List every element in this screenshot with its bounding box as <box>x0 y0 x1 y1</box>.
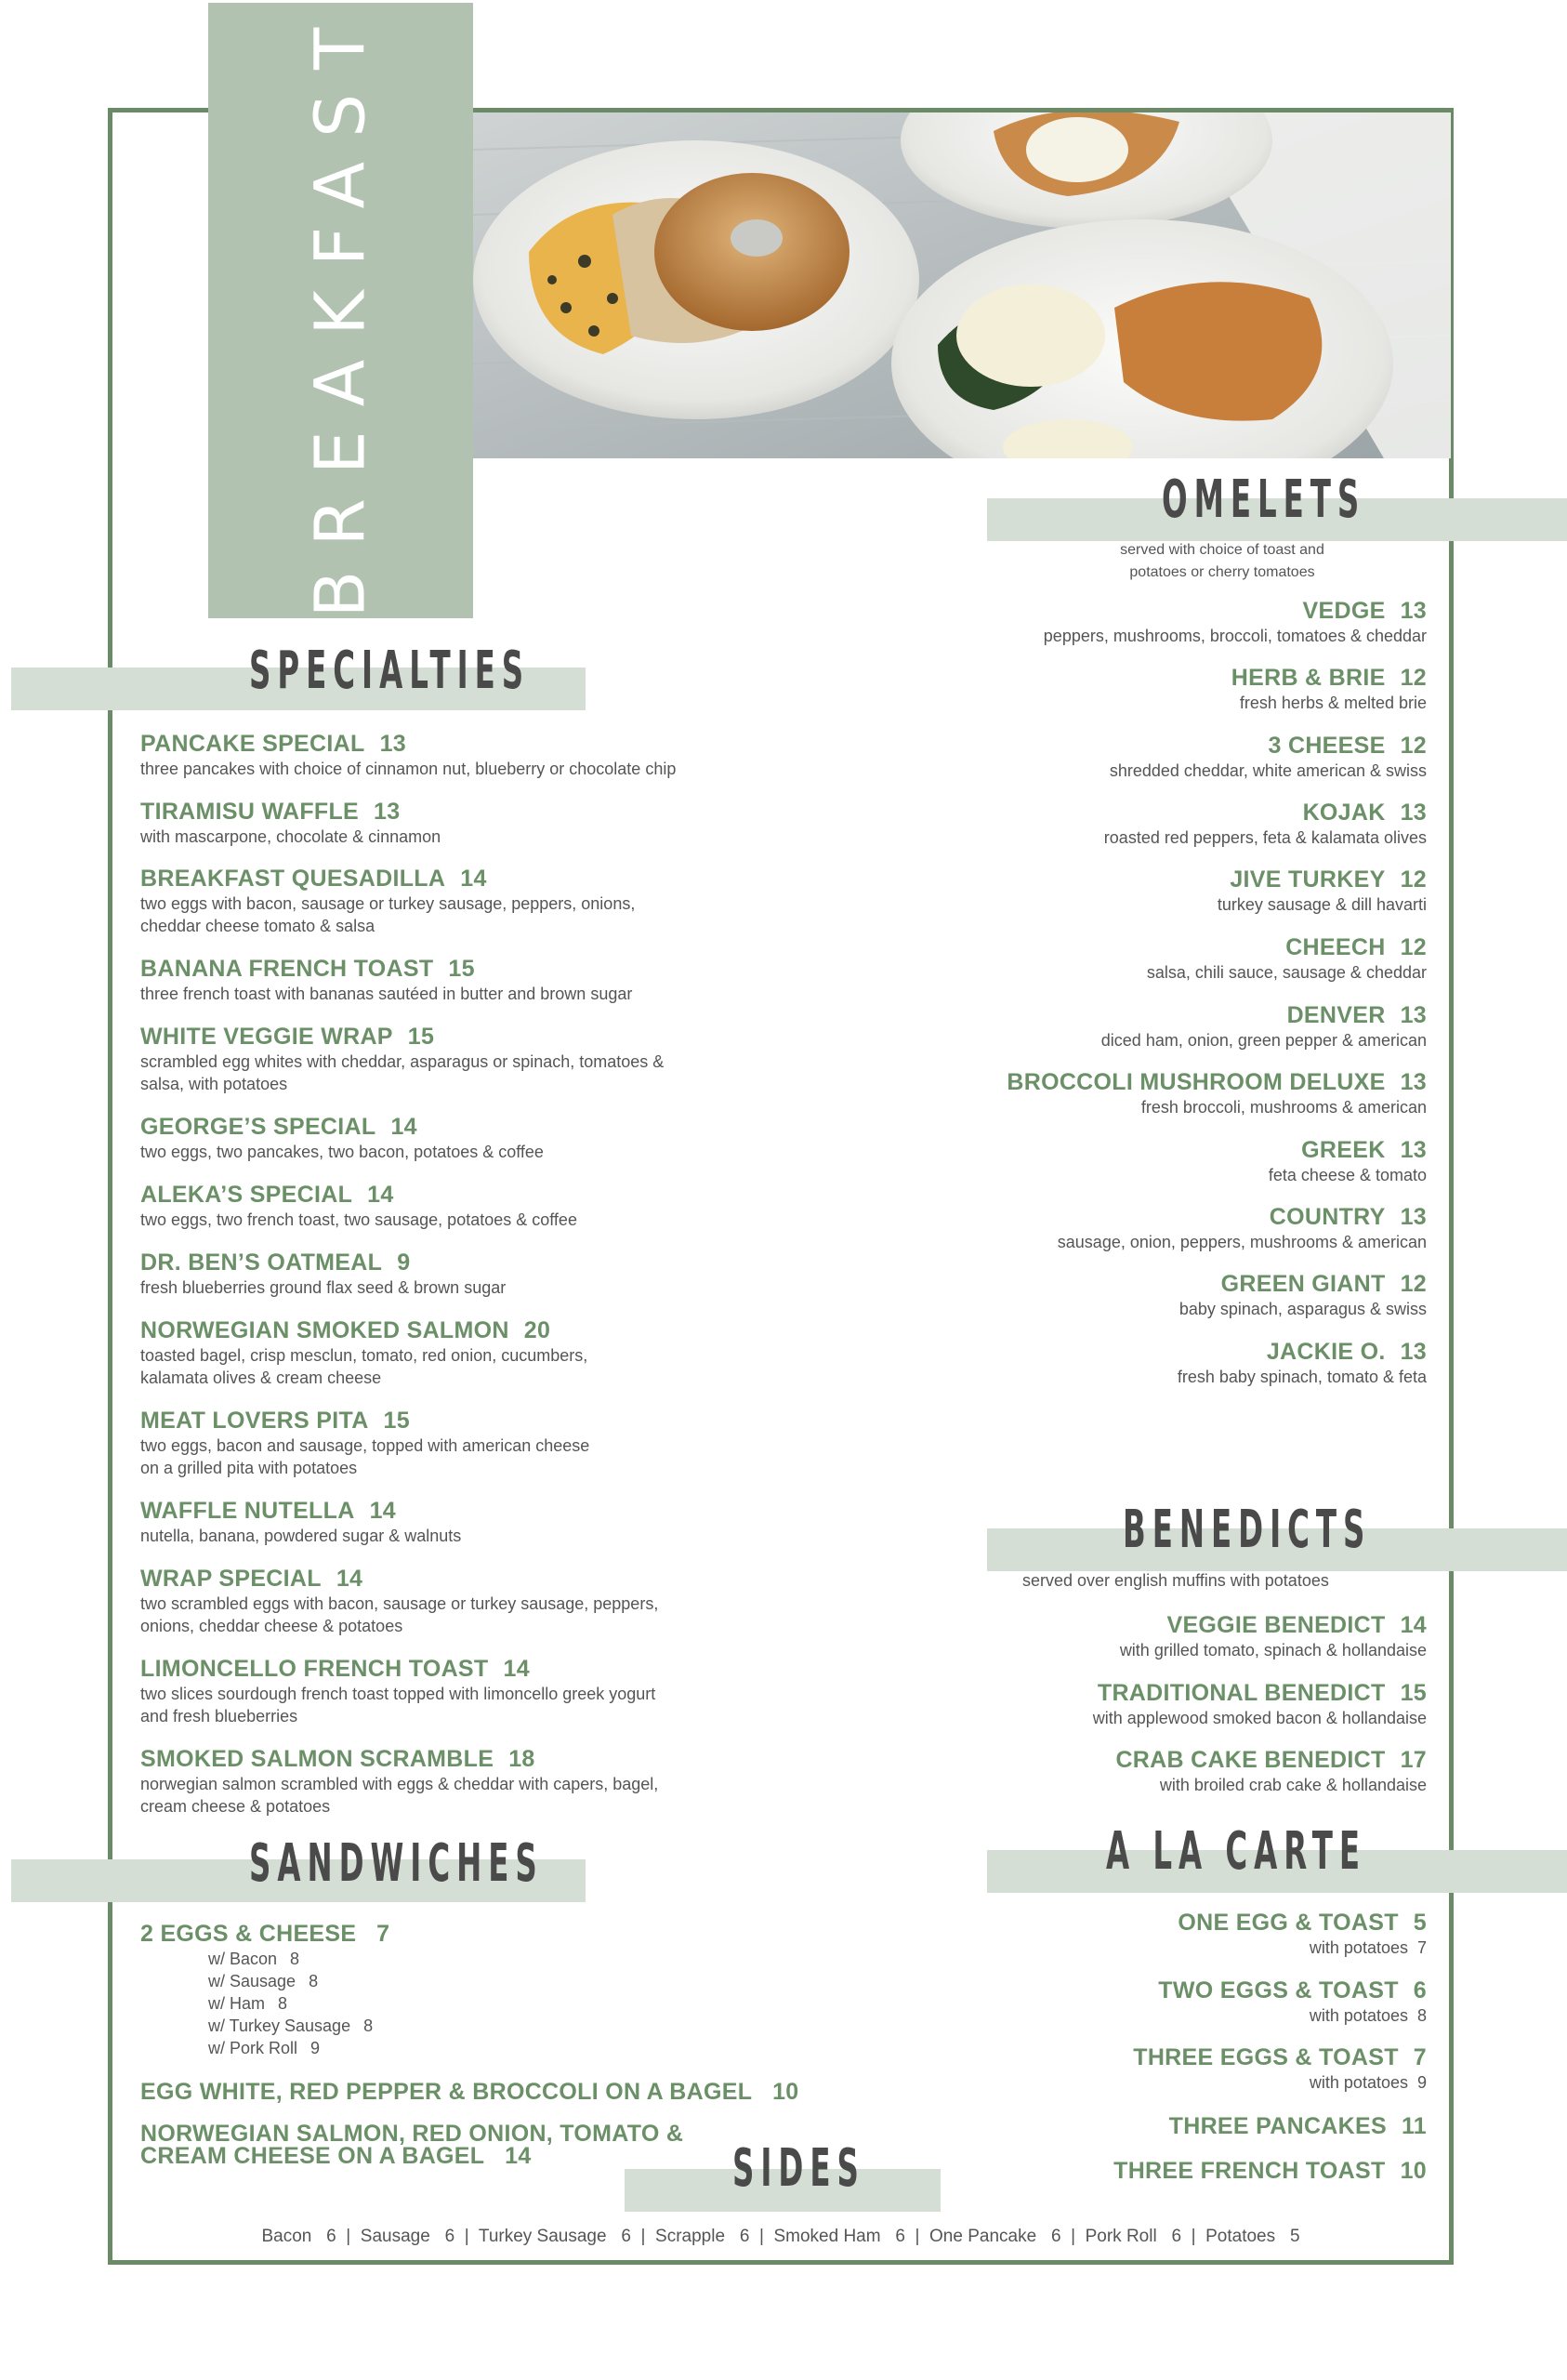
omelet-item <box>1231 664 1427 714</box>
omelet-item-name-row <box>1218 866 1427 893</box>
sandwich-egg-white-bagel <box>140 2078 798 2106</box>
item-price: 13 <box>379 731 406 757</box>
item-price: 15 <box>407 1024 435 1050</box>
item-name: SMOKED SALMON SCRAMBLE <box>140 1746 494 1772</box>
item-price: 12 <box>1400 866 1427 892</box>
item-description-text: peppers, mushrooms, broccoli, tomatoes & cheddar <box>1043 627 1427 645</box>
item-price: 13 <box>1400 1137 1427 1163</box>
omelet-item-name-row <box>1110 732 1427 760</box>
sandwich-norwegian-salmon <box>140 2122 683 2167</box>
sides-text: Bacon 6 | Sausage 6 | Turkey Sausage 6 | Scrapple 6 | Smoked Ham 6 | One Pancake 6 | Pork Roll 6 | Potatoes 5 <box>261 2227 1300 2246</box>
omelet-item-name-row <box>1147 933 1427 961</box>
omelet-item-name-row <box>1179 1270 1427 1298</box>
item-price: 6 <box>1413 1977 1427 2003</box>
item-price: 15 <box>383 1408 410 1434</box>
item-description: toasted bagel, crisp mesclun, tomato, red onion, cucumbers, <box>140 1346 588 1365</box>
alacarte-item-name-row <box>1133 2043 1427 2071</box>
item-name: CRAB CAKE BENEDICT <box>1115 1747 1386 1773</box>
specialty-item <box>140 1316 587 1389</box>
alacarte-item <box>1169 2112 1427 2140</box>
item-description-text: feta cheese & tomato <box>1268 1166 1427 1184</box>
item-price: 11 <box>1401 2113 1427 2139</box>
specialties-heading: SPECIALTIES <box>249 641 531 701</box>
item-price: 14 <box>460 866 487 892</box>
item-description: two eggs with bacon, sausage or turkey sausage, peppers, onions, <box>140 894 636 913</box>
specialty-name-row <box>140 1113 544 1141</box>
specialty-name-row <box>140 1745 658 1773</box>
omelet-item <box>1147 933 1427 984</box>
addon-price: 8 <box>363 2016 374 2035</box>
item-price: 10 <box>1400 2158 1427 2184</box>
item-price: 14 <box>390 1114 417 1140</box>
item-description: two eggs, two french toast, two sausage, potatoes & coffee <box>140 1210 577 1229</box>
item-description-text: turkey sausage & dill havarti <box>1217 895 1427 914</box>
alacarte-item <box>1113 2157 1427 2185</box>
item-description <box>1179 1298 1427 1320</box>
item-description: norwegian salmon scrambled with eggs & cheddar with capers, bagel, <box>140 1775 659 1793</box>
item-description-text: fresh herbs & melted brie <box>1239 694 1427 712</box>
item-name: WAFFLE NUTELLA <box>140 1498 355 1524</box>
alacarte-item-name-row <box>1178 1909 1427 1937</box>
alacarte-item <box>1133 2043 1427 2094</box>
omelet-item <box>1218 866 1427 916</box>
omelet-item-name-row <box>1178 1338 1427 1366</box>
specialty-name-row <box>140 955 632 983</box>
item-name: DR. BEN’S OATMEAL <box>140 1250 383 1276</box>
benedicts-note: served over english muffins with potatoes <box>1022 1571 1329 1590</box>
item-name: GEORGE’S SPECIAL <box>140 1114 376 1140</box>
omelet-item <box>1058 1203 1427 1253</box>
specialty-item <box>140 1407 589 1479</box>
sandwich-addon <box>208 1948 299 1970</box>
omelet-item <box>1007 1068 1427 1118</box>
item-description-text: with potatoes <box>1309 2006 1408 2025</box>
omelet-item <box>1104 799 1427 849</box>
item-price: 14 <box>367 1182 394 1208</box>
item-name-line1: NORWEGIAN SALMON, RED ONION, TOMATO & <box>140 2121 684 2147</box>
specialty-item <box>140 1745 658 1818</box>
item-description: salsa, with potatoes <box>140 1075 288 1093</box>
item-price: 13 <box>1400 800 1427 826</box>
specialty-item <box>140 1497 461 1547</box>
item-price: 13 <box>1400 1204 1427 1230</box>
item-price: 7 <box>376 1921 390 1947</box>
item-name: VEDGE <box>1302 598 1386 624</box>
item-price: 13 <box>374 799 401 825</box>
item-description-text: roasted red peppers, feta & kalamata olives <box>1103 828 1427 847</box>
item-name: TIRAMISU WAFFLE <box>140 799 360 825</box>
item-name: TRADITIONAL BENEDICT <box>1097 1680 1386 1706</box>
breakfast-photo <box>473 112 1451 458</box>
item-description <box>1218 893 1427 916</box>
omelet-item-name-row <box>1231 664 1427 692</box>
alacarte-heading: A LA CARTE <box>1106 1821 1367 1882</box>
benedict-item <box>1115 1746 1427 1796</box>
specialty-name-row <box>140 730 676 758</box>
omelet-item-name-row <box>1101 1001 1427 1029</box>
item-description: two scrambled eggs with bacon, sausage or turkey sausage, peppers, <box>140 1594 659 1613</box>
item-description-text: shredded cheddar, white american & swiss <box>1109 761 1427 780</box>
item-description <box>1269 1164 1427 1186</box>
addon-price: 8 <box>278 1994 288 2013</box>
item-name: 3 CHEESE <box>1268 733 1386 759</box>
item-price: 5 <box>1413 1910 1427 1936</box>
sandwich-addon <box>208 1970 318 1992</box>
item-description-text: with potatoes <box>1309 2073 1408 2092</box>
item-description-text: baby spinach, asparagus & swiss <box>1179 1300 1427 1318</box>
addon-label: w/ Pork Roll <box>208 2039 298 2057</box>
item-description: on a grilled pita with potatoes <box>140 1459 358 1477</box>
item-name: BANANA FRENCH TOAST <box>140 956 434 982</box>
item-description: nutella, banana, powdered sugar & walnuts <box>140 1527 462 1545</box>
item-price: 12 <box>1400 665 1427 691</box>
item-price: 10 <box>772 2079 799 2105</box>
specialty-name-row <box>140 1316 587 1344</box>
item-description: two eggs, bacon and sausage, topped with american cheese <box>140 1436 590 1455</box>
specialty-item <box>140 1249 506 1299</box>
specialty-name-row <box>140 1023 664 1051</box>
item-description: cream cheese & potatoes <box>140 1797 331 1816</box>
addon-price: 9 <box>310 2039 321 2057</box>
omelets-heading: OMELETS <box>1162 469 1366 530</box>
sides-list <box>108 2227 1454 2247</box>
item-description-text: with grilled tomato, spinach & hollandaise <box>1119 1641 1427 1659</box>
addon-price: 8 <box>290 1950 300 1968</box>
omelet-item <box>1044 597 1427 647</box>
item-name: WHITE VEGGIE WRAP <box>140 1024 393 1050</box>
specialty-item <box>140 798 441 848</box>
item-description: with mascarpone, chocolate & cinnamon <box>140 827 441 846</box>
item-description <box>1231 692 1427 714</box>
item-price: 14 <box>336 1566 363 1592</box>
item-name: GREEN GIANT <box>1220 1271 1386 1297</box>
addon-label: w/ Turkey Sausage <box>208 2016 351 2035</box>
item-description: two slices sourdough french toast topped with limoncello greek yogurt <box>140 1685 656 1703</box>
item-description-text: with applewood smoked bacon & hollandaise <box>1092 1709 1427 1727</box>
specialty-name-row <box>140 1497 461 1525</box>
item-description-text: with potatoes <box>1309 1938 1408 1957</box>
alacarte-item-name-row <box>1169 2112 1427 2140</box>
sandwich-addon <box>208 2015 373 2037</box>
item-price: 14 <box>503 1656 530 1682</box>
item-name: BREAKFAST QUESADILLA <box>140 866 446 892</box>
specialty-item <box>140 1655 655 1727</box>
item-price: 12 <box>1400 1271 1427 1297</box>
item-description <box>1178 1937 1427 1959</box>
specialty-item <box>140 955 632 1005</box>
item-name: 2 EGGS & CHEESE <box>140 1921 357 1947</box>
alacarte-item <box>1178 1909 1427 1959</box>
item-price: 12 <box>1400 733 1427 759</box>
item-description <box>1178 1366 1427 1388</box>
omelets-note-line1: served with choice of toast and <box>1120 542 1324 558</box>
item-description <box>1058 1231 1427 1253</box>
item-name: JACKIE O. <box>1266 1339 1386 1365</box>
item-description <box>1147 961 1427 984</box>
specialty-item <box>140 1023 664 1095</box>
specialty-item <box>140 1181 577 1231</box>
item-name: GREEK <box>1301 1137 1386 1163</box>
specialty-name-row <box>140 1181 577 1209</box>
item-description: and fresh blueberries <box>140 1707 298 1726</box>
item-price: 13 <box>1400 1339 1427 1365</box>
page-title: BREAKFAST <box>300 3 381 618</box>
item-name: VEGGIE BENEDICT <box>1166 1612 1386 1638</box>
item-description-text: sausage, onion, peppers, mushrooms & american <box>1057 1233 1427 1251</box>
item-description-text: salsa, chili sauce, sausage & cheddar <box>1146 963 1427 982</box>
item-name: ONE EGG & TOAST <box>1178 1910 1399 1936</box>
item-price: 12 <box>1400 934 1427 960</box>
item-description <box>1133 2071 1427 2094</box>
item-name: JIVE TURKEY <box>1230 866 1386 892</box>
item-description <box>1158 2004 1427 2027</box>
item-description: two eggs, two pancakes, two bacon, potatoes & coffee <box>140 1143 544 1161</box>
benedicts-heading: BENEDICTS <box>1123 1500 1372 1560</box>
omelet-item-name-row <box>1269 1136 1427 1164</box>
item-description <box>1093 1707 1427 1729</box>
benedict-item-name-row <box>1120 1611 1427 1639</box>
specialty-name-row <box>140 1655 655 1683</box>
item-price: 14 <box>369 1498 396 1524</box>
item-description-text: fresh baby spinach, tomato & feta <box>1177 1368 1427 1386</box>
item-name: TWO EGGS & TOAST <box>1158 1977 1399 2003</box>
sides-heading: SIDES <box>732 2138 865 2199</box>
benedict-item-name-row <box>1093 1679 1427 1707</box>
omelet-item <box>1101 1001 1427 1051</box>
specialty-name-row <box>140 798 441 826</box>
benedict-item-name-row <box>1115 1746 1427 1774</box>
item-name: PANCAKE SPECIAL <box>140 731 365 757</box>
specialty-item <box>140 1113 544 1163</box>
sandwich-addon <box>208 1992 287 2015</box>
alacarte-item <box>1158 1977 1427 2027</box>
omelet-item-name-row <box>1058 1203 1427 1231</box>
item-description <box>1115 1774 1427 1796</box>
item-description: three pancakes with choice of cinnamon nut, blueberry or chocolate chip <box>140 760 677 778</box>
item-description: cheddar cheese tomato & salsa <box>140 917 375 935</box>
item-description <box>1110 760 1427 782</box>
item-description-price: 9 <box>1416 2073 1427 2092</box>
item-name: DENVER <box>1286 1002 1386 1028</box>
omelet-item <box>1178 1338 1427 1388</box>
item-price: 18 <box>508 1746 535 1772</box>
item-description: scrambled egg whites with cheddar, asparagus or spinach, tomatoes & <box>140 1052 665 1071</box>
omelet-item <box>1110 732 1427 782</box>
item-description: three french toast with bananas sautéed in butter and brown sugar <box>140 985 633 1003</box>
item-name: NORWEGIAN SMOKED SALMON <box>140 1317 509 1343</box>
item-description-price: 7 <box>1416 1938 1427 1957</box>
item-price: 17 <box>1400 1747 1427 1773</box>
sandwich-addon <box>208 2037 320 2059</box>
item-name: HERB & BRIE <box>1231 665 1386 691</box>
item-price: 14 <box>505 2143 532 2169</box>
item-price: 20 <box>523 1317 551 1343</box>
sandwich-eggs-cheese <box>140 1920 389 1948</box>
item-name: CHEECH <box>1285 934 1386 960</box>
item-description-text: fresh broccoli, mushrooms & american <box>1140 1098 1427 1117</box>
omelet-item-name-row <box>1007 1068 1427 1096</box>
item-name: KOJAK <box>1302 800 1386 826</box>
item-price: 15 <box>1400 1680 1427 1706</box>
omelet-item-name-row <box>1104 799 1427 826</box>
item-price: 15 <box>448 956 475 982</box>
item-name: THREE FRENCH TOAST <box>1113 2158 1386 2184</box>
item-name-line2: CREAM CHEESE ON A BAGEL <box>140 2143 485 2169</box>
item-description <box>1044 625 1427 647</box>
item-description: onions, cheddar cheese & potatoes <box>140 1617 403 1635</box>
specialty-name-row <box>140 1249 506 1276</box>
omelets-note <box>1022 539 1422 584</box>
benedict-item <box>1120 1611 1427 1661</box>
omelet-item-name-row <box>1044 597 1427 625</box>
item-price: 7 <box>1413 2044 1427 2070</box>
item-name: MEAT LOVERS PITA <box>140 1408 369 1434</box>
item-name: EGG WHITE, RED PEPPER & BROCCOLI ON A BAGEL <box>140 2079 753 2105</box>
item-description-text: with broiled crab cake & hollandaise <box>1159 1776 1427 1794</box>
benedict-item <box>1093 1679 1427 1729</box>
addon-label: w/ Bacon <box>208 1950 278 1968</box>
alacarte-item-name-row <box>1158 1977 1427 2004</box>
item-description-text: diced ham, onion, green pepper & american <box>1100 1031 1427 1050</box>
item-price: 13 <box>1400 1069 1427 1095</box>
item-description: fresh blueberries ground flax seed & brown sugar <box>140 1278 507 1297</box>
item-name: LIMONCELLO FRENCH TOAST <box>140 1656 489 1682</box>
item-name: THREE EGGS & TOAST <box>1133 2044 1399 2070</box>
omelets-note-line2: potatoes or cherry tomatoes <box>1129 564 1315 580</box>
omelet-item <box>1269 1136 1427 1186</box>
item-description: kalamata olives & cream cheese <box>140 1368 382 1387</box>
omelet-item <box>1179 1270 1427 1320</box>
addon-price: 8 <box>309 1972 319 1990</box>
item-description <box>1104 826 1427 849</box>
alacarte-item-name-row <box>1113 2157 1427 2185</box>
sandwiches-heading: SANDWICHES <box>249 1833 544 1894</box>
item-description-price: 8 <box>1416 2006 1427 2025</box>
specialty-name-row <box>140 865 635 892</box>
item-name: ALEKA’S SPECIAL <box>140 1182 353 1208</box>
addon-label: w/ Ham <box>208 1994 266 2013</box>
specialty-name-row <box>140 1407 589 1435</box>
specialty-item <box>140 865 635 937</box>
specialty-item <box>140 730 676 780</box>
addon-label: w/ Sausage <box>208 1972 296 1990</box>
item-description <box>1007 1096 1427 1118</box>
breakfast-title-block <box>208 3 473 618</box>
item-name: THREE PANCAKES <box>1168 2113 1387 2139</box>
item-name: COUNTRY <box>1269 1204 1386 1230</box>
item-price: 14 <box>1400 1612 1427 1638</box>
specialty-name-row <box>140 1565 658 1593</box>
item-price: 13 <box>1400 598 1427 624</box>
item-price: 13 <box>1400 1002 1427 1028</box>
item-name: WRAP SPECIAL <box>140 1566 322 1592</box>
specialty-item <box>140 1565 658 1637</box>
item-description <box>1101 1029 1427 1051</box>
item-description <box>1120 1639 1427 1661</box>
item-name: BROCCOLI MUSHROOM DELUXE <box>1007 1069 1386 1095</box>
item-price: 9 <box>397 1250 411 1276</box>
